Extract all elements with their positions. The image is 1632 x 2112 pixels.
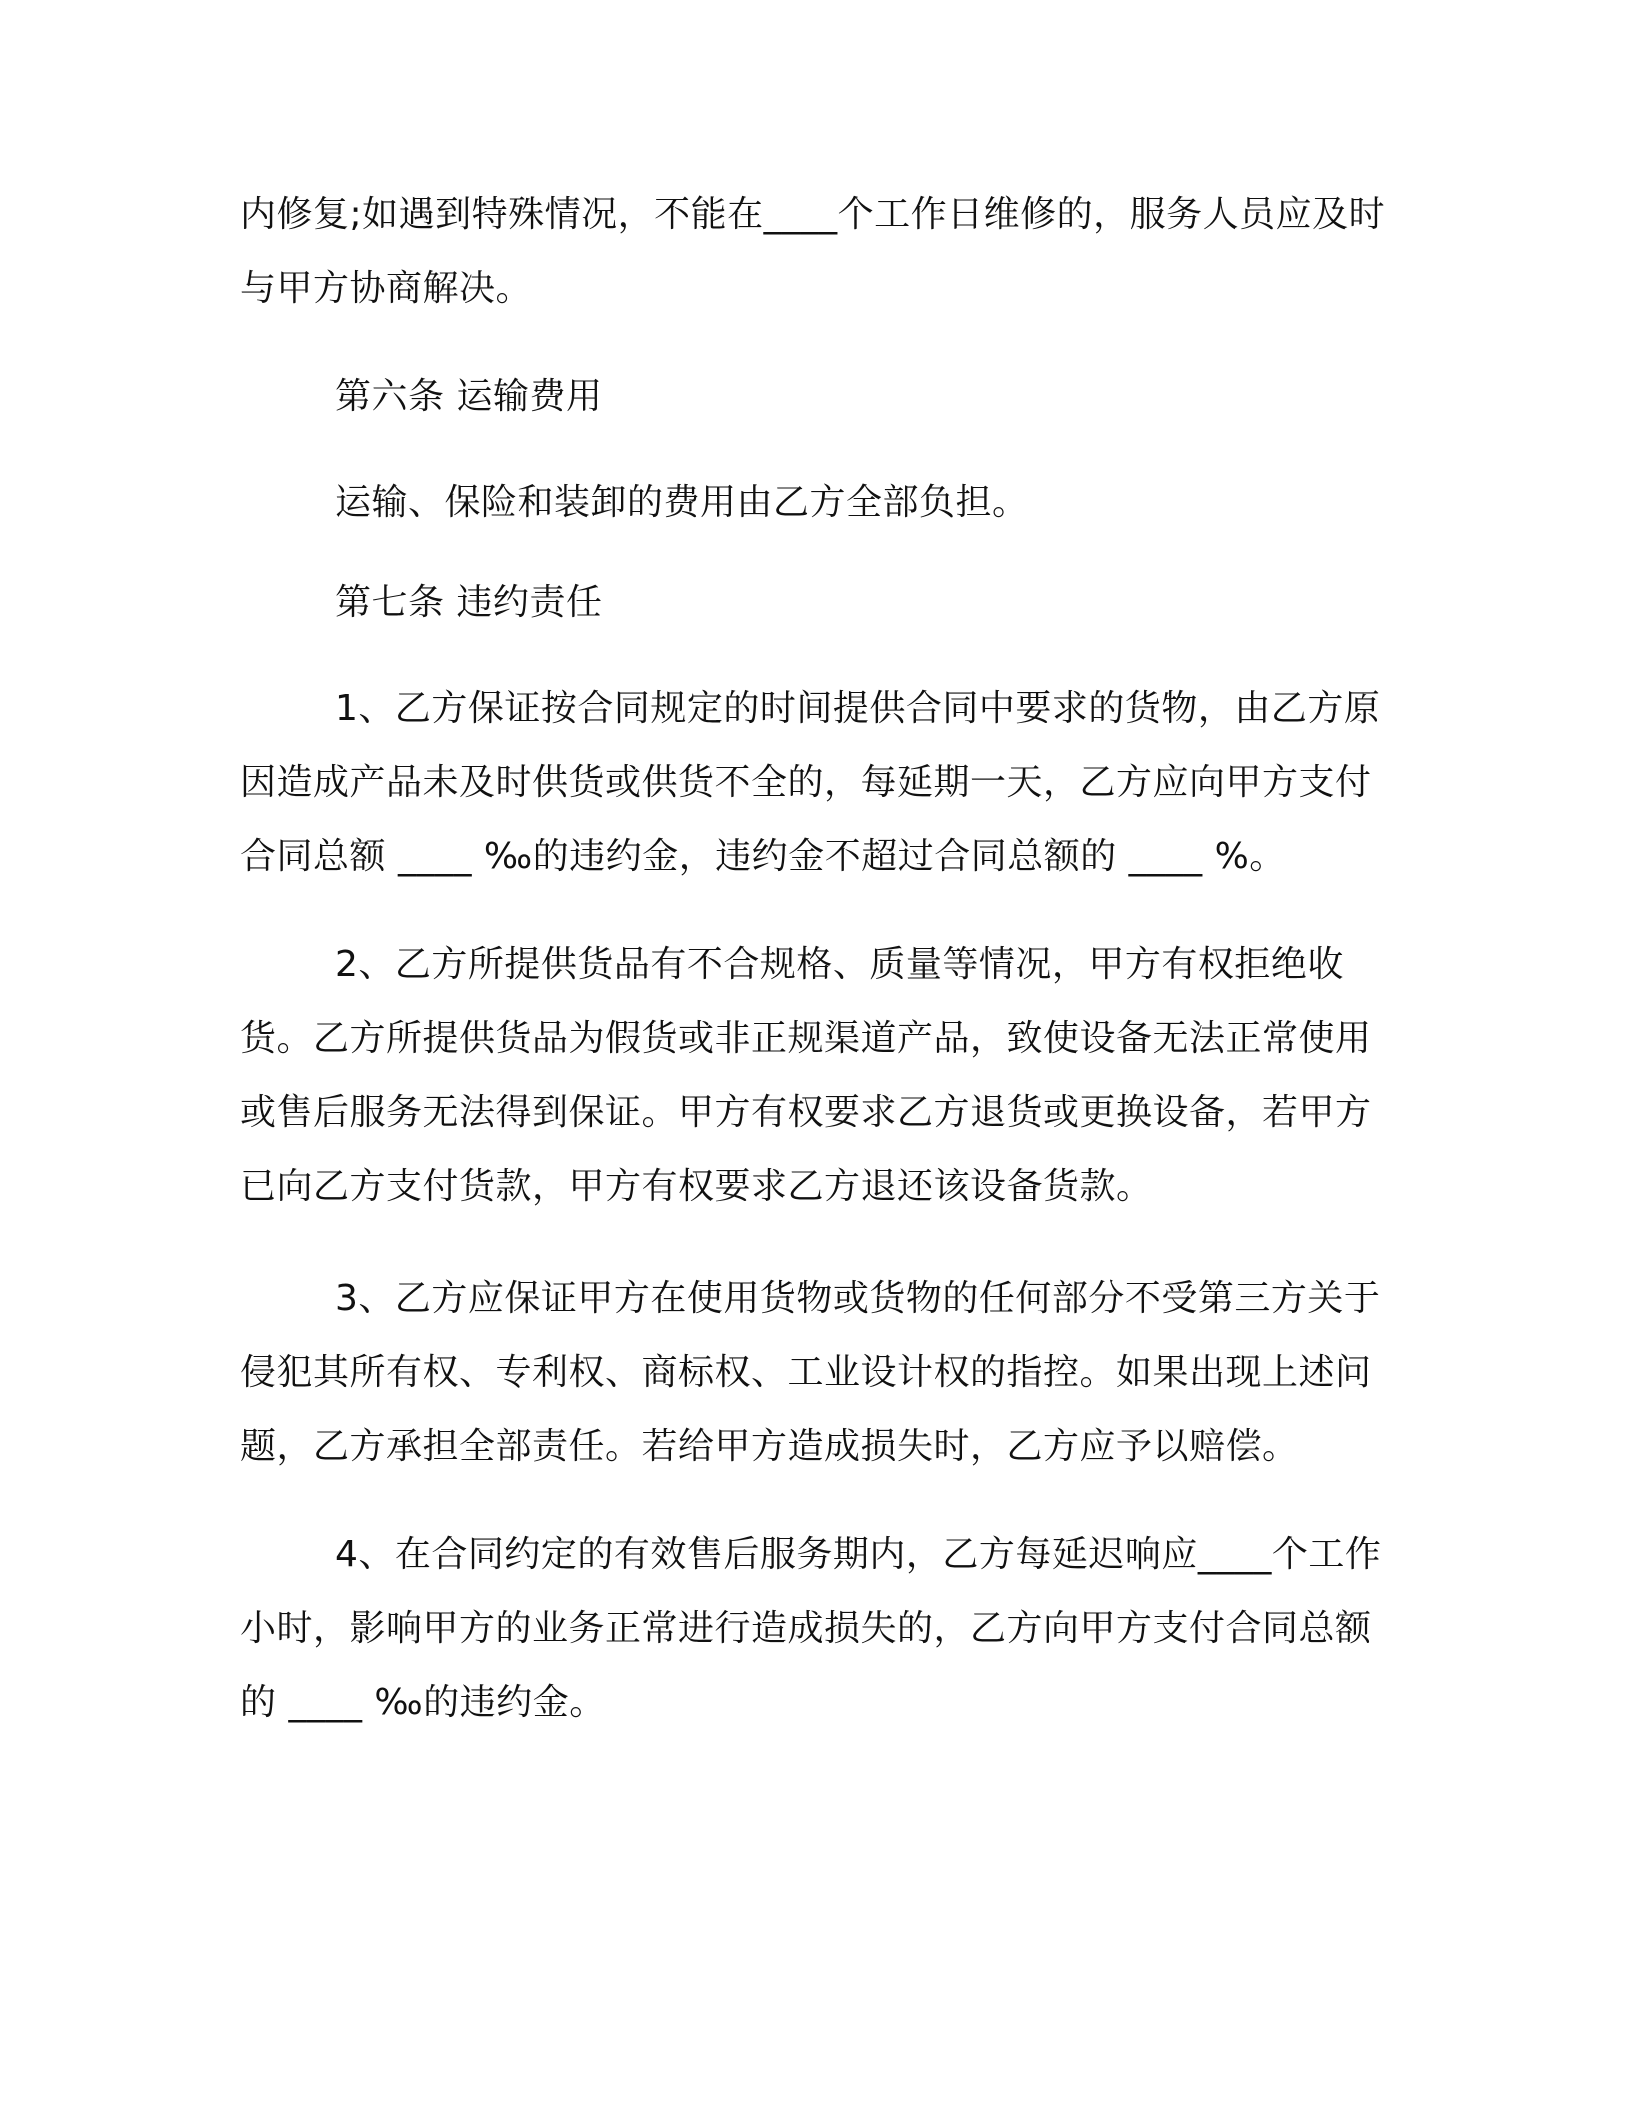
clause-2: 2、乙方所提供货品有不合规格、质量等情况，甲方有权拒绝收货。乙方所提供货品为假货或非正规渠道产品，致使设备无法正常使用或售后服务无法得到保证。甲方有权要求乙方退货或更换设备，若甲方已向乙方支付货款，甲方有权要求乙方退还该设备货款。 bbox=[240, 944, 1372, 1207]
clause-4: 4、在合同约定的有效售后服务期内，乙方每延迟响应____个工作小时，影响甲方的业务正常进行造成损失的，乙方向甲方支付合同总额的 ____ ‰的违约金。 bbox=[240, 1534, 1382, 1723]
article-6-body: 运输、保险和装卸的费用由乙方全部负担。 bbox=[335, 482, 1029, 523]
article-7-heading: 第七条 违约责任 bbox=[335, 582, 603, 623]
article-6-heading: 第六条 运输费用 bbox=[335, 376, 603, 417]
clause-3: 3、乙方应保证甲方在使用货物或货物的任何部分不受第三方关于侵犯其所有权、专利权、商标权、工业设计权的指控。如果出现上述问题，乙方承担全部责任。若给甲方造成损失时，乙方应予以赔偿。 bbox=[240, 1278, 1381, 1467]
clause-1: 1、乙方保证按合同规定的时间提供合同中要求的货物，由乙方原因造成产品未及时供货或供货不全的，每延期一天，乙方应向甲方支付合同总额 ____ ‰的违约金，违约金不超过合同总额的 ____ %。 bbox=[240, 688, 1381, 877]
paragraph-repair-continuation: 内修复;如遇到特殊情况，不能在____个工作日维修的，服务人员应及时与甲方协商解决。 bbox=[240, 194, 1386, 309]
